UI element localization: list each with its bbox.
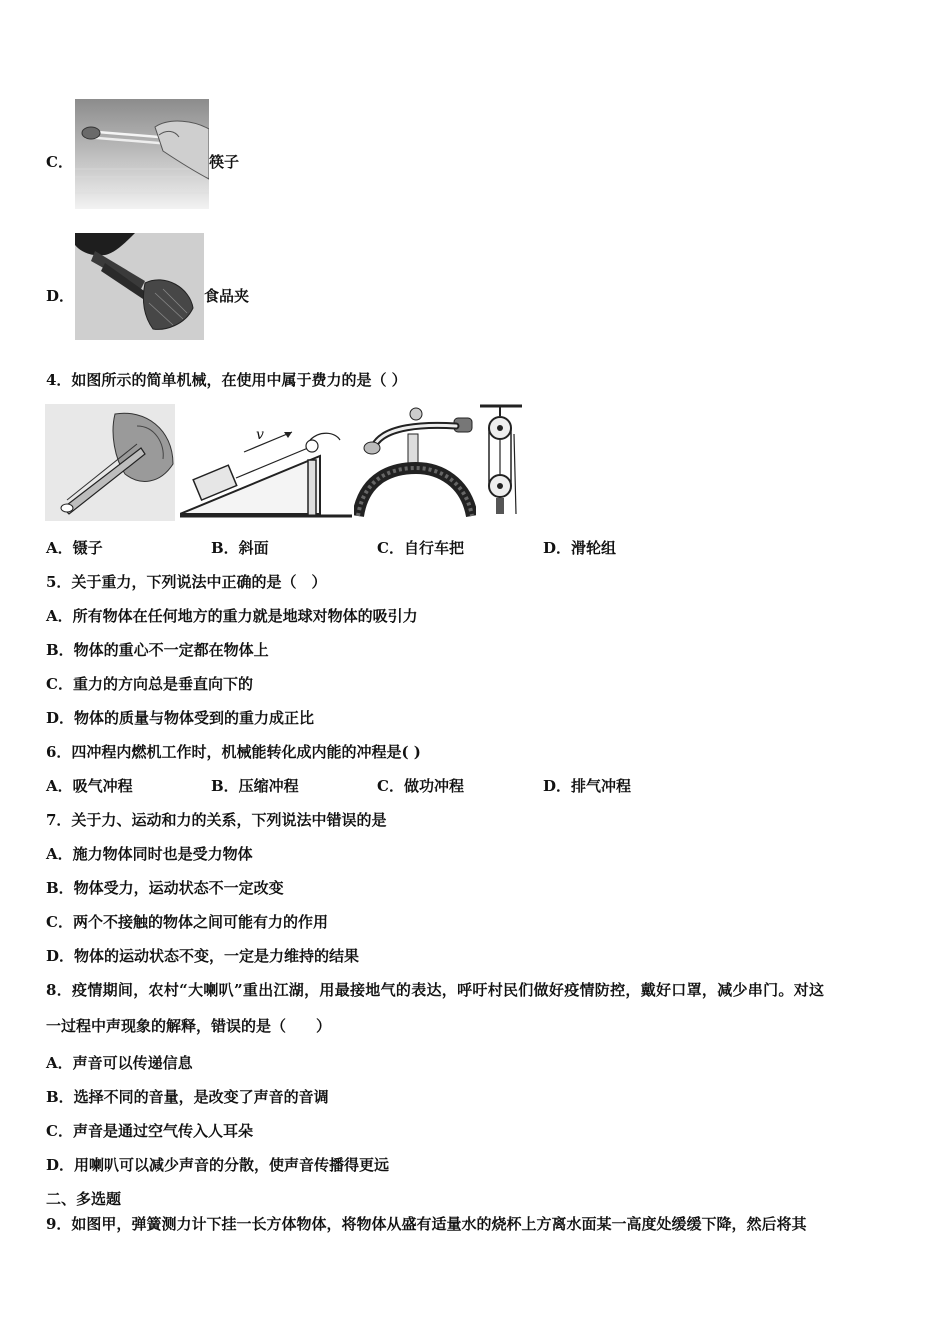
q4-stem: 4．如图所示的简单机械，在使用中属于费力的是（ ）: [46, 371, 407, 389]
q5-stem: 5．关于重力，下列说法中正确的是（ ）: [46, 573, 327, 591]
q4-option-d: D．滑轮组: [543, 539, 617, 557]
q5-option-b: B．物体的重心不一定都在物体上: [46, 641, 269, 659]
q5-option-c: C．重力的方向总是垂直向下的: [46, 675, 253, 693]
q8-option-d: D．用喇叭可以减少声音的分散，使声音传播得更远: [46, 1156, 390, 1174]
q4-option-b: B．斜面: [211, 539, 269, 557]
q4-option-a: A．镊子: [46, 539, 103, 557]
food-tongs-image: [75, 233, 204, 340]
tweezers-image: [45, 404, 175, 521]
q7-option-c: C．两个不接触的物体之间可能有力的作用: [46, 913, 328, 931]
q6-option-a: A．吸气冲程: [46, 777, 133, 795]
q8-stem-line1: 8．疫情期间，农村“大喇叭”重出江湖，用最接地气的表达，呼吁村民们做好疫情防控，戴好口罩，减少串门。对这: [46, 981, 825, 999]
pulley-block-image: [480, 404, 522, 521]
q7-option-a: A．施力物体同时也是受力物体: [46, 845, 253, 863]
q6-stem: 6．四冲程内燃机工作时，机械能转化成内能的冲程是( ): [46, 743, 421, 761]
q5-option-a: A．所有物体在任何地方的重力就是地球对物体的吸引力: [46, 607, 418, 625]
q3-option-d-letter: D．: [46, 287, 75, 305]
q6-option-b: B．压缩冲程: [211, 777, 299, 795]
q4-velocity-label: v: [256, 427, 264, 443]
q4-option-c: C．自行车把: [377, 539, 464, 557]
bicycle-handlebar-image: [354, 404, 476, 521]
q6-option-d: D．排气冲程: [543, 777, 632, 795]
q3-option-c-letter: C．: [46, 153, 73, 171]
q8-option-a: A．声音可以传递信息: [46, 1054, 193, 1072]
q8-option-c: C．声音是通过空气传入人耳朵: [46, 1122, 253, 1140]
q8-stem-line2: 一过程中声现象的解释，错误的是（ ）: [46, 1017, 332, 1035]
q7-stem: 7．关于力、运动和力的关系，下列说法中错误的是: [46, 811, 387, 829]
inclined-plane-image: [180, 420, 352, 521]
q7-option-d: D．物体的运动状态不变，一定是力维持的结果: [46, 947, 360, 965]
section-2-title: 二、多选题: [46, 1190, 122, 1208]
q3-option-d-label: 食品夹: [204, 287, 250, 305]
q3-option-c-label: 筷子: [209, 153, 240, 171]
q7-option-b: B．物体受力，运动状态不一定改变: [46, 879, 284, 897]
chopsticks-image: [75, 99, 209, 209]
q9-stem-line1: 9．如图甲，弹簧测力计下挂一长方体物体，将物体从盛有适量水的烧杯上方离水面某一高度处缓缓下降，然后将其: [46, 1215, 807, 1233]
q8-option-b: B．选择不同的音量，是改变了声音的音调: [46, 1088, 329, 1106]
q6-option-c: C．做功冲程: [377, 777, 464, 795]
q5-option-d: D．物体的质量与物体受到的重力成正比: [46, 709, 315, 727]
